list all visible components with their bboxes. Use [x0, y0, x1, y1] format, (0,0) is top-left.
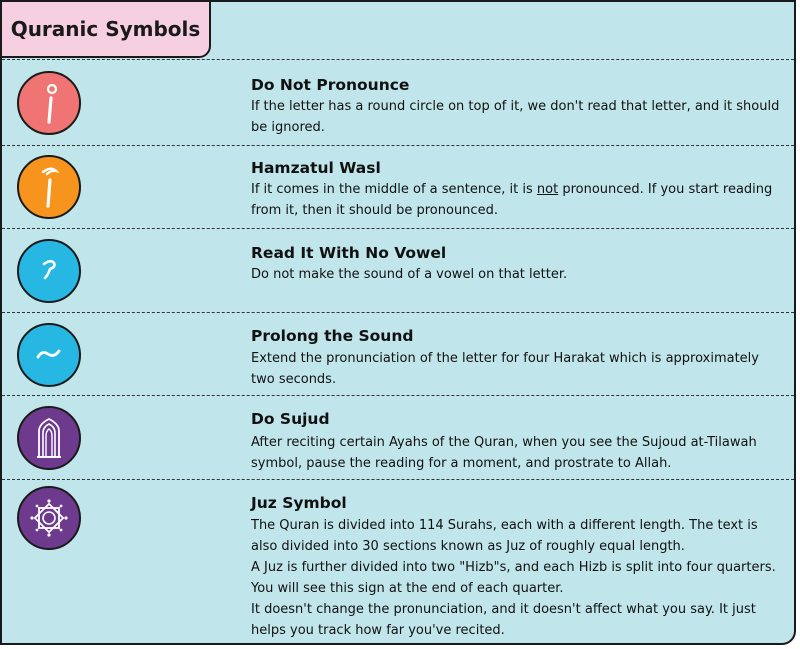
sukun-mark-icon — [17, 239, 81, 303]
alif-with-hamzatul-wasl-icon — [17, 155, 81, 219]
madd-mark-icon — [17, 323, 81, 387]
alif-with-round-circle-icon — [17, 71, 81, 135]
juz-paragraph: It doesn't change the pronunciation, and it doesn't affect what you say. It just helps you track how far you've recited. — [251, 602, 756, 638]
row-divider — [2, 312, 794, 313]
juz-paragraph: The Quran is divided into 114 Surahs, each with a different length. The text is also divided into 30 sections known as Juz of roughly equal length. — [251, 518, 758, 554]
symbol-description — [251, 515, 781, 641]
row-divider — [2, 395, 794, 396]
symbol-description: If it comes in the middle of a sentence, it is not pronounced. If you start reading from it, then it should be pronounced. — [251, 182, 773, 218]
row-divider — [2, 59, 794, 60]
symbol-description: Extend the pronunciation of the letter for four Harakat which is approximately two seconds. — [251, 351, 759, 387]
emphasis-not: not — [536, 182, 559, 197]
title-tab — [0, 0, 211, 58]
row-divider — [2, 228, 794, 229]
symbol-heading: Do Not Pronounce — [251, 76, 410, 94]
page-title: Quranic Symbols — [10, 17, 201, 41]
symbol-description: Do not make the sound of a vowel on that letter. — [251, 267, 568, 282]
symbol-heading: Prolong the Sound — [251, 327, 414, 345]
row-divider — [2, 145, 794, 146]
symbol-heading: Do Sujud — [251, 410, 330, 428]
symbol-description: After reciting certain Ayahs of the Quran, when you see the Sujoud at-Tilawah symbol, pause the reading for a moment, and prostrate to Allah. — [251, 435, 757, 471]
symbol-heading: Hamzatul Wasl — [251, 159, 381, 177]
symbol-heading: Juz Symbol — [251, 494, 347, 512]
juz-paragraph: A Juz is further divided into two "Hizb"s, and each Hizb is split into four quarters. You will see this sign at the end of each quarter. — [251, 560, 776, 596]
symbol-description: If the letter has a round circle on top of it, we don't read that letter, and it should be ignored. — [251, 99, 780, 135]
mihrab-arch-icon — [17, 406, 81, 470]
row-divider — [2, 479, 794, 480]
symbol-heading: Read It With No Vowel — [251, 244, 447, 262]
rub-el-hizb-star-icon — [17, 486, 81, 550]
